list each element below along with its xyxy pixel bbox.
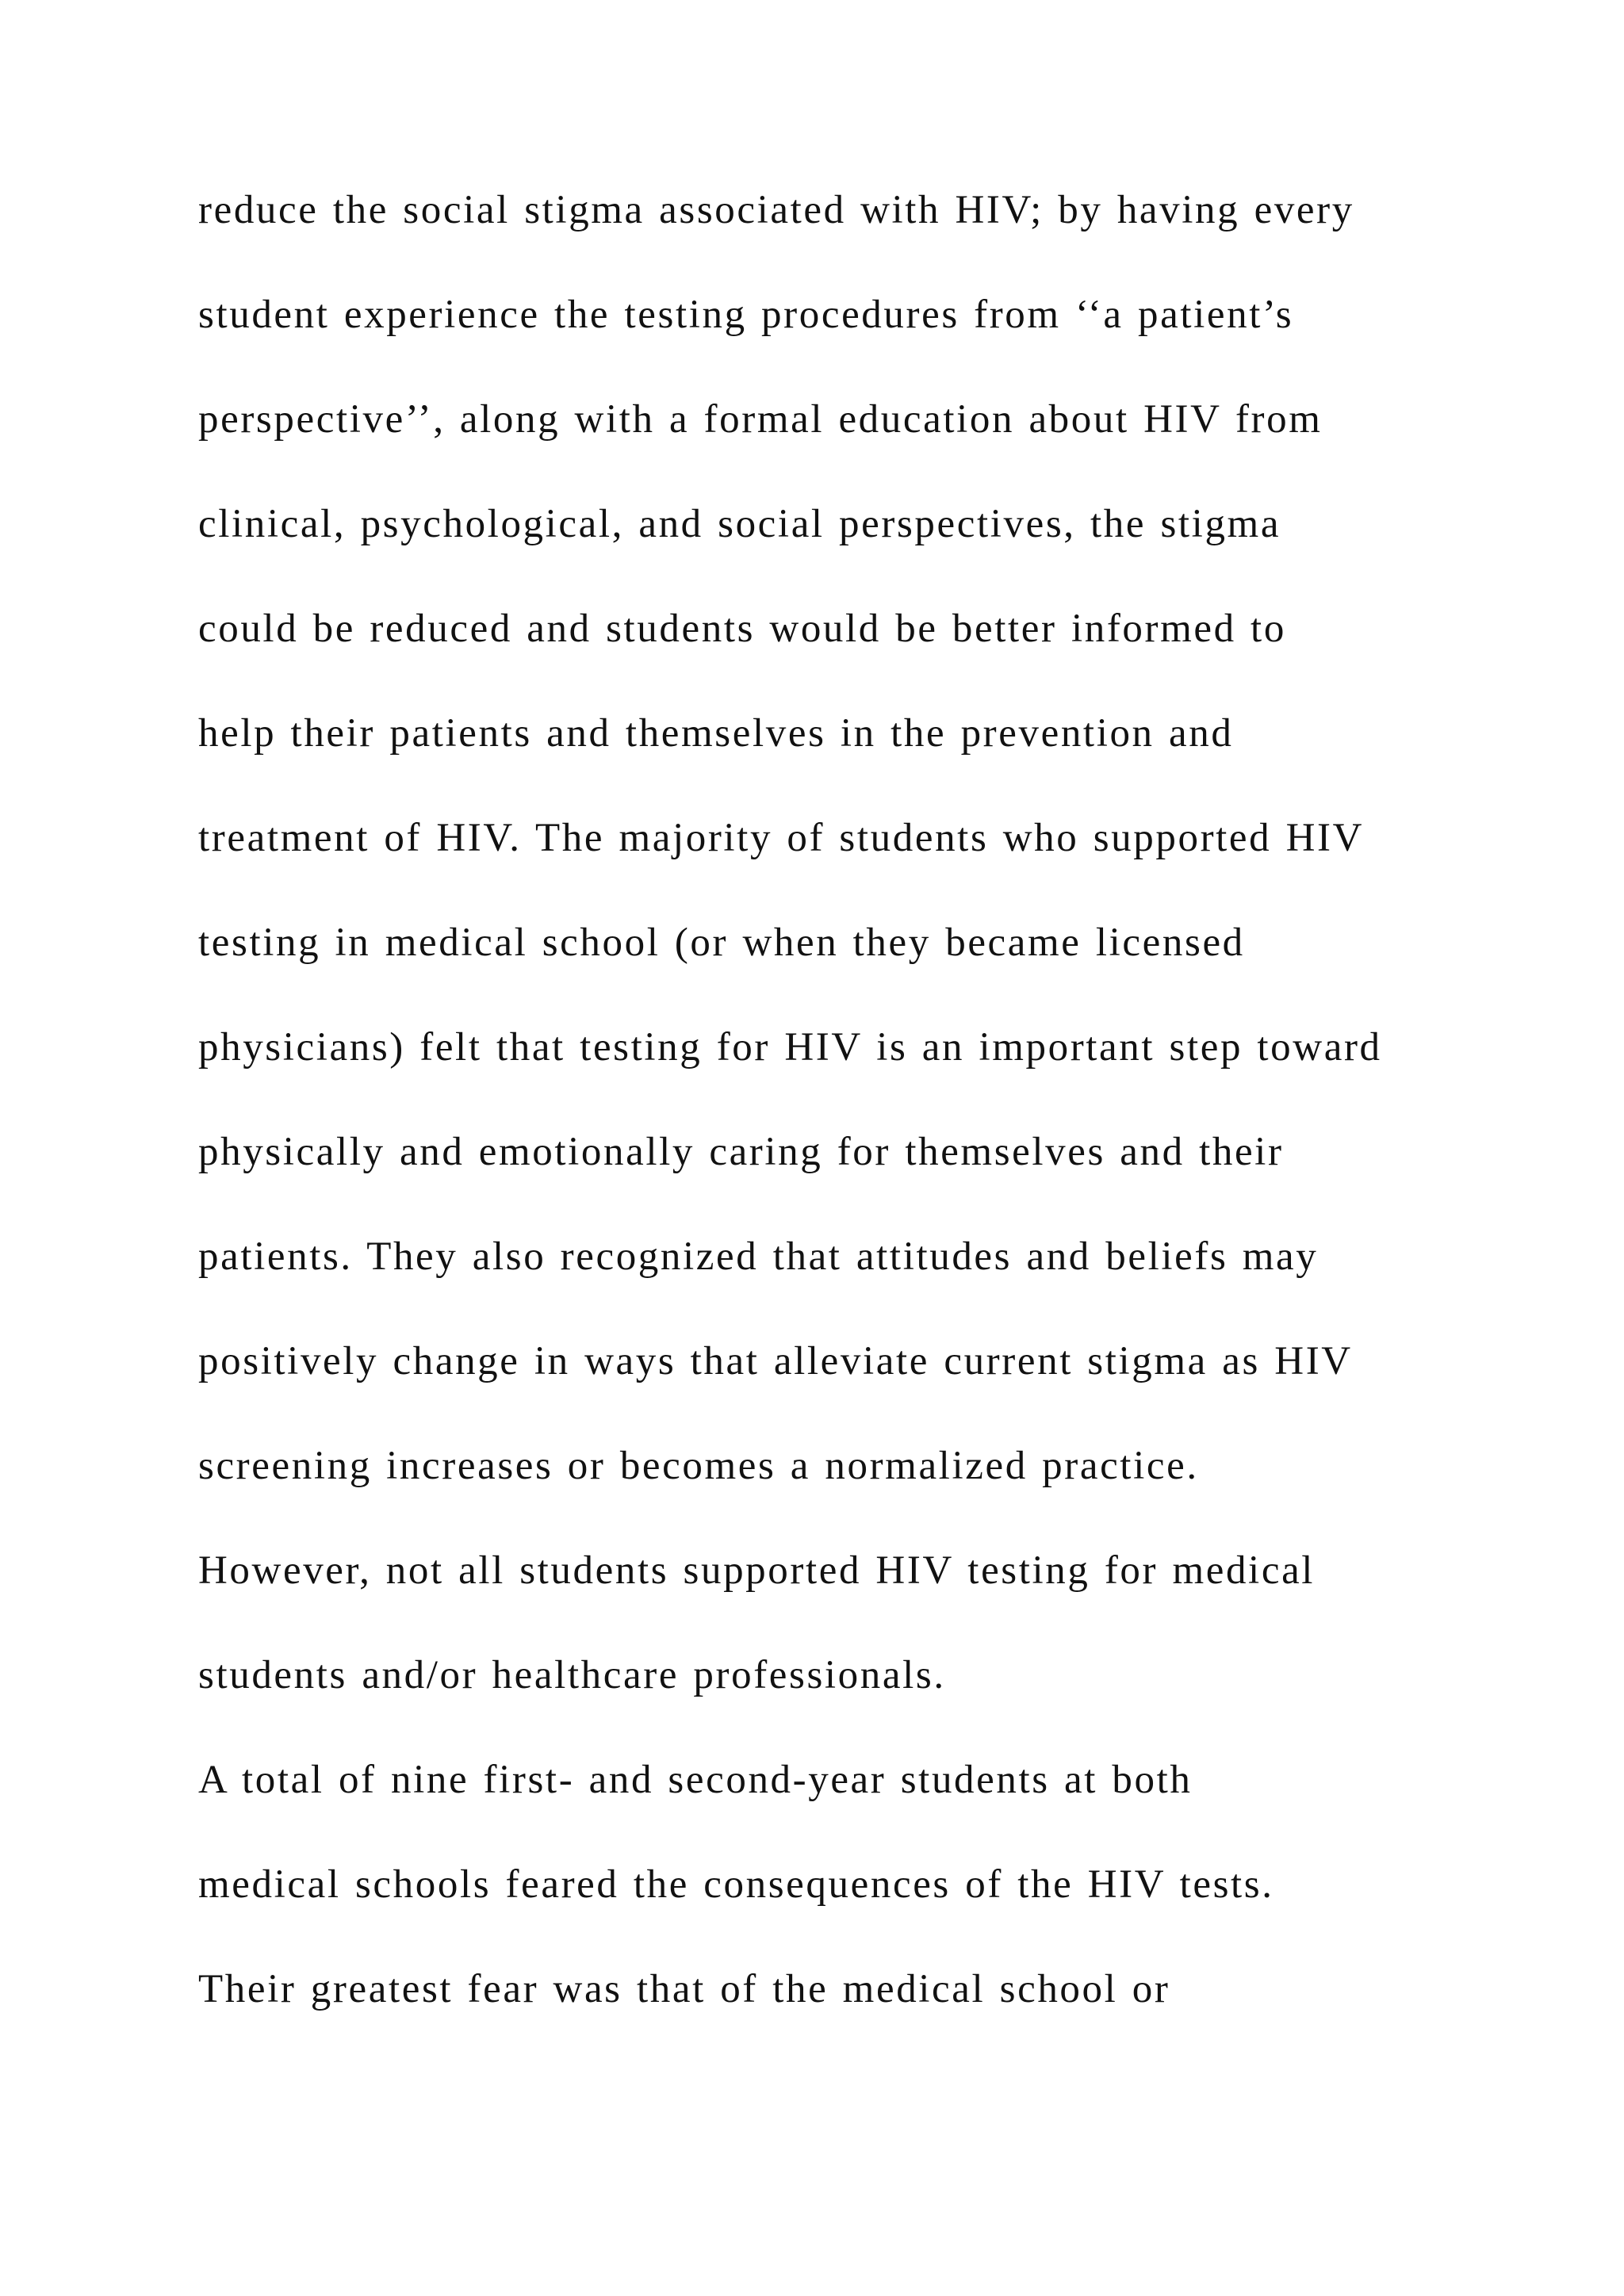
text-line: positively change in ways that alleviate current stigma as HIV: [198, 1339, 1353, 1383]
text-line: A total of nine first- and second-year students at both: [198, 1758, 1193, 1802]
text-line: physicians) felt that testing for HIV is an important step toward: [198, 1025, 1382, 1070]
text-line: students and/or healthcare professionals.: [198, 1653, 946, 1697]
text-line: could be reduced and students would be better informed to: [198, 607, 1286, 651]
text-line: physically and emotionally caring for themselves and their: [198, 1130, 1284, 1174]
body-text: [198, 190, 1546, 2074]
text-line: treatment of HIV. The majority of students who supported HIV: [198, 816, 1365, 860]
text-line: medical schools feared the consequences of the HIV tests.: [198, 1862, 1274, 1907]
text-line: student experience the testing procedures from ‘‘a patient’s: [198, 293, 1294, 337]
text-line: However, not all students supported HIV testing for medical: [198, 1548, 1316, 1593]
text-line: clinical, psychological, and social perspectives, the stigma: [198, 502, 1281, 546]
text-line: testing in medical school (or when they became licensed: [198, 920, 1245, 965]
text-line: screening increases or becomes a normalized practice.: [198, 1444, 1199, 1488]
text-line: patients. They also recognized that attitudes and beliefs may: [198, 1234, 1319, 1279]
text-line: perspective’’, along with a formal education about HIV from: [198, 397, 1323, 442]
text-line: reduce the social stigma associated with HIV; by having every: [198, 188, 1354, 232]
text-line: help their patients and themselves in the prevention and: [198, 711, 1234, 756]
text-line: Their greatest fear was that of the medical school or: [198, 1967, 1170, 2011]
